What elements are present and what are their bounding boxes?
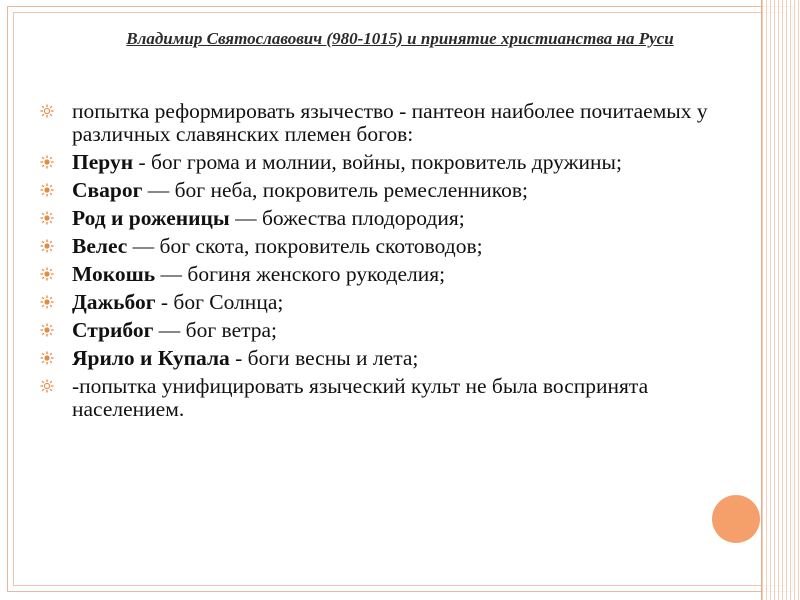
sun-bullet-icon <box>40 323 54 337</box>
bullet-list <box>40 100 730 426</box>
bullet-text: — бог неба, покровитель ремесленников; <box>142 178 529 202</box>
bullet-item <box>40 151 730 174</box>
sun-bullet-icon <box>40 295 54 309</box>
bullet-text: - бог грома и молнии, войны, покровитель дружины; <box>133 150 622 174</box>
bullet-text: — богиня женского рукоделия; <box>155 262 446 286</box>
bullet-item <box>40 263 730 286</box>
bullet-item <box>40 347 730 370</box>
sun-bullet-icon <box>40 183 54 197</box>
bullet-item <box>40 235 730 258</box>
bullet-text: попытка реформировать язычество - пантеон наиболее почитаемых у различных славянских племен богов: <box>72 99 708 146</box>
bullet-item <box>40 375 730 421</box>
sun-bullet-icon <box>40 211 54 225</box>
sun-bullet-icon <box>40 267 54 281</box>
sun-bullet-icon <box>40 155 54 169</box>
bullet-item <box>40 207 730 230</box>
bullet-text: -попытка унифицировать языческий культ не была воспринята населением. <box>72 374 649 421</box>
bullet-text: — бог скота, покровитель скотоводов; <box>127 234 483 258</box>
bullet-item <box>40 319 730 342</box>
deity-name: Велес <box>72 234 128 258</box>
deity-name: Дажьбог <box>72 290 156 314</box>
bullet-item <box>40 100 730 146</box>
deity-name: Род и роженицы <box>72 206 230 230</box>
bullet-item <box>40 179 730 202</box>
bullet-item <box>40 291 730 314</box>
deity-name: Ярило и Купала <box>72 346 230 370</box>
sun-bullet-icon <box>40 351 54 365</box>
bullet-text: - боги весны и лета; <box>229 346 419 370</box>
slide-title: Владимир Святославович (980-1015) и принятие христианства на Руси <box>126 29 674 48</box>
sun-bullet-icon <box>40 104 54 118</box>
bullet-text: — бог ветра; <box>153 318 278 342</box>
bullet-text: — божества плодородия; <box>229 206 465 230</box>
deity-name: Стрибог <box>72 318 154 342</box>
sun-bullet-icon <box>40 239 54 253</box>
deity-name: Перун <box>72 150 134 174</box>
decorative-band-edge <box>761 0 762 600</box>
sun-bullet-icon <box>40 379 54 393</box>
orange-circle-icon <box>712 495 760 543</box>
deity-name: Сварог <box>72 178 143 202</box>
decorative-striped-band <box>762 0 800 600</box>
deity-name: Мокошь <box>72 262 156 286</box>
bullet-text: - бог Солнца; <box>155 290 284 314</box>
